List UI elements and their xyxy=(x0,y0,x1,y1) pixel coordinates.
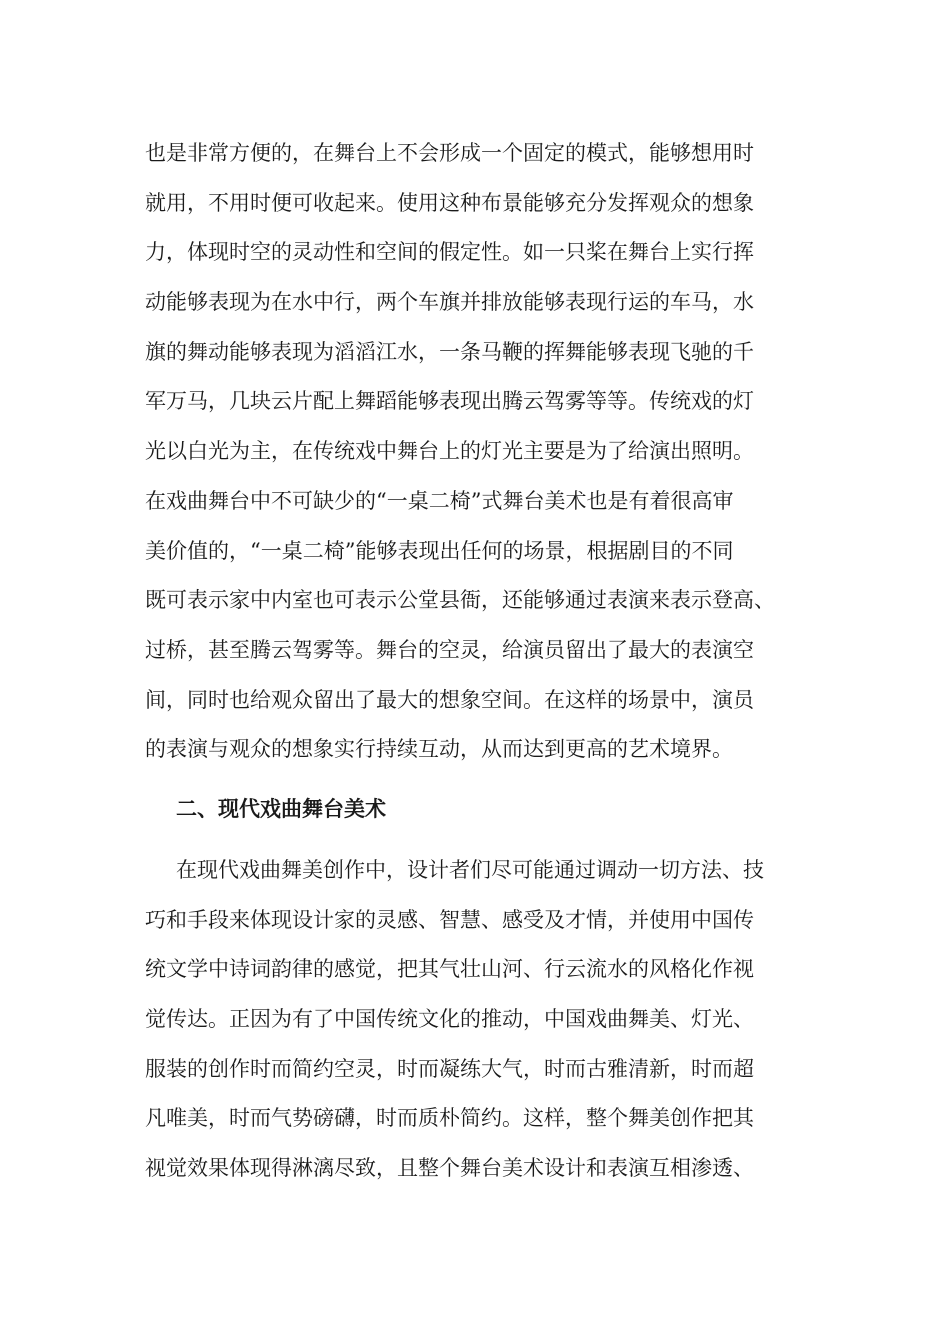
body-paragraph xyxy=(145,846,805,1194)
text-line: 就用，不用时便可收起来。使用这种布景能够充分发挥观众的想象 xyxy=(145,190,754,215)
text-line: 军万马，几块云片配上舞蹈能够表现出腾云驾雾等等。传统戏的灯 xyxy=(145,389,754,414)
text-line: 旗的舞动能够表现为滔滔江水，一条马鞭的挥舞能够表现飞驰的千 xyxy=(145,339,754,364)
section-heading-text: 二、现代戏曲舞台美术 xyxy=(176,796,386,821)
text-line: 觉传达。正因为有了中国传统文化的推动，中国戏曲舞美、灯光、 xyxy=(145,1007,754,1032)
text-line: 的表演与观众的想象实行持续互动，从而达到更高的艺术境界。 xyxy=(145,737,733,762)
text-line: 在现代戏曲舞美创作中，设计者们尽可能通过调动一切方法、技 xyxy=(176,858,764,882)
text-line: 过桥，甚至腾云驾雾等。舞台的空灵，给演员留出了最大的表演空 xyxy=(145,637,754,662)
text-line: 光以白光为主，在传统戏中舞台上的灯光主要是为了给演出照明。 xyxy=(145,439,754,464)
text-line: 凡唯美，时而气势磅礴，时而质朴简约。这样，整个舞美创作把其 xyxy=(145,1106,754,1131)
text-line: 力，体现时空的灵动性和空间的假定性。如一只桨在舞台上实行挥 xyxy=(145,240,754,265)
text-line: 美价值的，“一桌二椅”能够表现出任何的场景，根据剧目的不同 xyxy=(145,538,734,563)
text-line: 也是非常方便的，在舞台上不会形成一个固定的模式，能够想用时 xyxy=(145,141,754,165)
section-heading xyxy=(176,784,836,834)
text-line: 视觉效果体现得淋漓尽致，且整个舞台美术设计和表演互相渗透、 xyxy=(145,1156,754,1181)
body-paragraph xyxy=(145,129,805,775)
text-line: 巧和手段来体现设计家的灵感、智慧、感受及才情，并使用中国传 xyxy=(145,907,754,932)
text-line: 既可表示家中内室也可表示公堂县衙，还能够通过表演来表示登高、 xyxy=(145,588,775,613)
text-line: 在戏曲舞台中不可缺少的“一桌二椅”式舞台美术也是有着很高审 xyxy=(145,488,734,513)
text-line: 服装的创作时而简约空灵，时而凝练大气，时而古雅清新，时而超 xyxy=(145,1056,754,1081)
text-line: 统文学中诗词韵律的感觉，把其气壮山河、行云流水的风格化作视 xyxy=(145,957,754,982)
text-line: 动能够表现为在水中行，两个车旗并排放能够表现行运的车马，水 xyxy=(145,290,754,315)
text-line: 间，同时也给观众留出了最大的想象空间。在这样的场景中，演员 xyxy=(145,687,754,712)
